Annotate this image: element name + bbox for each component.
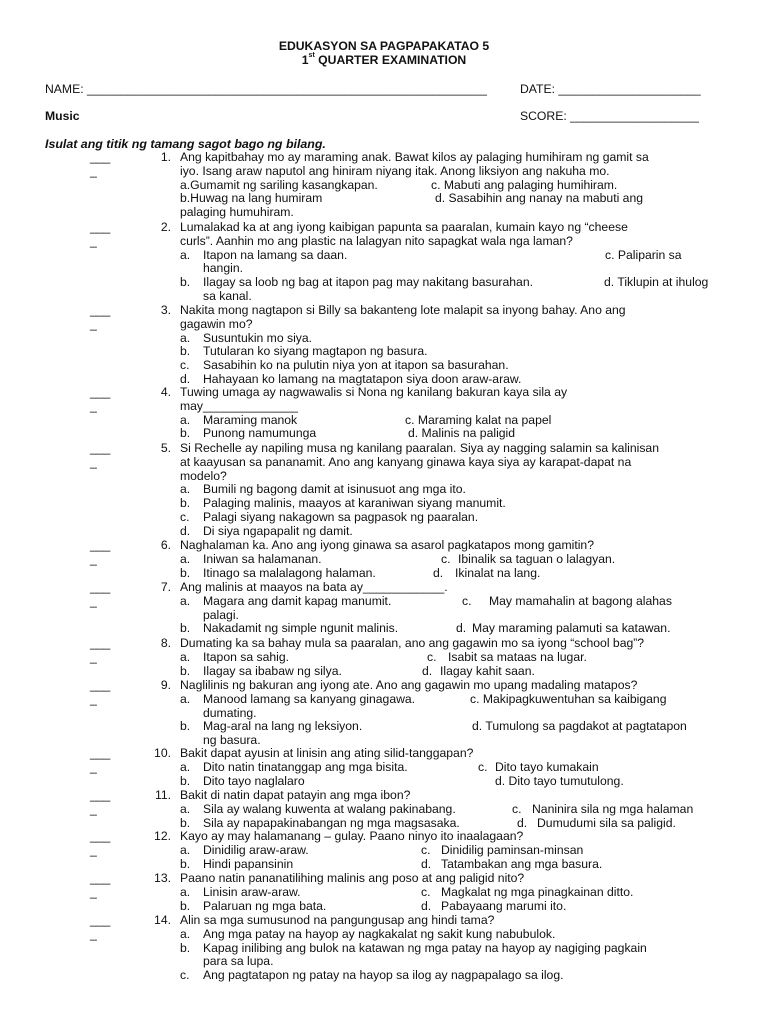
answer-option: d. Tiklupin at ihulog [604,275,709,290]
answer-option: b. [180,856,191,871]
answer-option: May mamahalin at bagong alahas [489,593,672,608]
question-number: 12. [154,829,171,843]
question-text: Tuwing umaga ay nagwawalis si Nona ng kanilang bakuran kaya sila ay [180,385,568,399]
score-field[interactable]: SCORE: ___________________ [520,109,699,123]
answer-option: Maraming manok [203,412,298,427]
answer-option: b. [180,621,191,636]
answer-option: Dito tayo kumakain [495,759,599,774]
answer-option: Dito natin tinatanggap ang mga bisita. [203,759,408,774]
section-label: Music [45,109,80,123]
answer-option: c. [180,510,190,524]
answer-option: Isabit sa mataas na lugar. [448,649,587,664]
answer-option: d. [180,372,191,386]
question-number: 6. [160,538,171,552]
answer-option: d. [456,621,467,636]
answer-option: a. [180,649,191,664]
answer-option: c. Maraming kalat na papel [405,412,552,427]
answer-option: b. [180,773,191,788]
answer-option: Hindi papansinin [203,856,294,871]
answer-option: b. [180,663,191,678]
answer-option: c. Makipagkuwentuhan sa kaibigang [470,691,667,706]
answer-option: c. [441,551,451,566]
answer-option: Ilagay sa ibabaw ng silya. [203,663,342,678]
question-text: Lumalakad ka at ang iyong kaibigan papunta sa paaralan, kumain kayo ng “cheese [180,220,628,234]
answer-option: b. [180,719,191,734]
answer-option: palaging humuhiram. [180,205,294,220]
answer-option: a. [180,842,191,857]
answer-option: b. [180,496,191,511]
answer-option: Iniwan sa halamanan. [203,551,322,566]
question-text: Ang malinis at maayos na bata ay____________. [180,580,448,594]
question-number: 7. [160,580,171,594]
answer-option: d. Tumulong sa pagdakot at pagtatapon [472,719,687,734]
answer-blank[interactable]: ___ _ [90,746,111,774]
answer-option: a. [180,482,191,497]
answer-option: Naninira sila ng mga halaman [532,801,694,816]
answer-option: c. [462,593,472,608]
question-text: Kayo ay may halamanang – gulay. Paano ninyo ito inaalagaan? [180,829,524,843]
answer-option: para sa lupa. [203,954,274,969]
answer-option: Ilagay kahit saan. [440,663,535,678]
answer-option: a. [180,551,191,566]
answer-option: Bumili ng bagong damit at isinusuot ang mga ito. [203,482,466,497]
answer-option: b. [180,344,191,359]
subtitle-ordinal: st [308,52,315,59]
answer-option: Sasabihin ko na pulutin niya yon at itapon sa basurahan. [203,358,509,373]
answer-option: Manood lamang sa kanyang ginagawa. [203,691,416,706]
answer-blank[interactable]: ___ _ [90,829,111,857]
question-number: 9. [160,678,171,692]
answer-blank[interactable]: ___ _ [90,678,111,706]
answer-option: Dinidilig araw-araw. [203,842,309,857]
answer-option: Tutularan ko siyang magtapon ng basura. [203,344,428,359]
answer-option: Palagi siyang nakagown sa pagpasok ng paaralan. [203,510,479,524]
answer-option: d. Malinis na paligid [408,426,516,441]
answer-option: b. [180,815,191,830]
question-text: Dumating ka sa bahay mula sa paaralan, ano ang gagawin mo sa iyong “school bag”? [180,636,645,650]
answer-option: a. [180,330,191,345]
subtitle-number: 1 [301,53,309,67]
answer-option: a. [180,884,191,899]
answer-option: c. [427,649,437,664]
answer-option: c. [180,968,190,983]
answer-option: ng basura. [203,733,261,748]
answer-option: hangin. [203,261,243,276]
answer-option: Ang mga patay na hayop ay nagkakalat ng sakit kung nabubulok. [203,926,556,941]
answer-option: c. [421,884,431,899]
answer-blank[interactable]: ___ _ [90,788,111,816]
question-number: 4. [160,385,171,399]
question-text: at kaayusan sa pananamit. Ano ang kanyang ginawa kaya siya ay karapat-dapat na [180,454,632,469]
answer-option: Susuntukin mo siya. [203,330,313,345]
answer-option: b. [180,940,191,955]
answer-option: Punong namumunga [203,426,317,441]
answer-option: Dinidilig paminsan-minsan [441,842,584,857]
answer-blank[interactable]: ___ _ [90,580,111,608]
answer-option: Palaging malinis, maayos at karaniwan siyang manumit. [203,496,506,511]
answer-option: Magara ang damit kapag manumit. [203,593,392,608]
question-text: gagawin mo? [180,316,253,331]
question-text: Naglilinis ng bakuran ang iyong ate. Ano ang gagawin mo upang madaling matapos? [180,678,638,692]
answer-option: Palaruan ng mga bata. [203,898,327,913]
question-number: 11. [154,788,171,802]
question-text: Naghalaman ka. Ano ang iyong ginawa sa asarol pagkatapos mong gamitin? [180,538,594,552]
answer-option: d. Sasabihin ang nanay na mabuti ang [435,191,644,206]
answer-option: Sila ay napapakinabangan ng mga magsasaka. [203,815,460,830]
date-field[interactable]: DATE: _____________________ [520,82,701,96]
instruction: Isulat ang titik ng tamang sagot bago ng bilang. [45,137,326,151]
answer-blank[interactable]: ___ _ [90,636,111,664]
answer-option: Dumudumi sila sa paligid. [537,815,676,830]
answer-option: d. [433,565,444,580]
answer-option: Ang pagtatapon ng patay na hayop sa ilog ay nagpapalago sa ilog. [203,968,564,983]
exam-title: EDUKASYON SA PAGPAPAKATAO 5 [278,39,490,53]
answer-option: Pabayaang marumi ito. [441,898,567,913]
question-number: 2. [160,220,171,234]
answer-option: a. [180,691,191,706]
question-text: Si Rechelle ay napiling musa ng kanilang paaralan. Siya ay nagging salamin sa kalinisan [180,441,659,455]
question-text: Nakita mong nagtapon si Billy sa bakanteng lote malapit sa inyong bahay. Ano ang [180,303,626,317]
question-number: 3. [160,303,171,317]
question-text: Ang kapitbahay mo ay maraming anak. Bawat kilos ay palaging humihiram ng gamit sa [180,150,649,164]
answer-option: Sila ay walang kuwenta at walang pakinabang. [203,801,456,816]
answer-blank[interactable]: ___ _ [90,220,111,248]
question-number: 5. [160,441,171,455]
answer-option: d. Dito tayo tumutulong. [495,773,624,788]
question-text: curls”. Aanhin mo ang plastic na lalagyan nito sapagkat wala nga laman? [180,233,573,248]
answer-option: a. [180,593,191,608]
answer-option: Itinago sa malalagong halaman. [203,565,376,580]
answer-option: Ibinalik sa taguan o lalagyan. [458,551,616,566]
answer-blank[interactable]: ___ _ [90,150,111,178]
answer-option: c. Mabuti ang palaging humihiram. [431,177,618,192]
answer-option: c. [512,801,522,816]
question-text: Paano natin pananatilihing malinis ang poso at ang paligid nito? [180,871,525,885]
answer-blank[interactable]: ___ _ [90,871,111,899]
answer-option: Ilagay sa loob ng bag at itapon pag may nakitang basurahan. [203,275,533,290]
subtitle-text: QUARTER EXAMINATION [314,53,467,67]
answer-option: Nakadamit ng simple ngunit malinis. [203,621,399,636]
answer-option: Ikinalat na lang. [455,565,541,580]
answer-option: b. [180,565,191,580]
answer-option: a. [180,926,191,941]
answer-option: b. [180,426,191,441]
answer-option: c. [478,759,488,774]
answer-option: Linisin araw-araw. [203,884,301,899]
answer-option: d. [421,898,432,913]
answer-option: palagi. [203,607,239,622]
answer-blank[interactable]: ___ _ [90,385,111,413]
answer-option: b.Huwag na lang humiram [180,191,323,206]
question-text: iyo. Isang araw naputol ang hiniram niyang itak. Anong liksiyon ang nakuha mo. [180,163,610,178]
answer-option: d. [517,815,528,830]
answer-option: a. [180,759,191,774]
answer-option: Hahayaan ko lamang na magtatapon siya doon araw-araw. [203,372,522,386]
answer-option: d. [180,523,191,538]
answer-option: dumating. [203,705,257,720]
answer-option: Itapon na lamang sa daan. [203,247,348,262]
answer-blank[interactable]: ___ _ [90,441,111,469]
answer-option: a.Gumamit ng sariling kasangkapan. [180,177,378,192]
answer-option: sa kanal. [203,289,252,303]
question-number: 13. [154,871,171,885]
answer-option: Kapag inilibing ang bulok na katawan ng mga patay na hayop ay nagiging pagkain [203,940,647,955]
answer-option: Itapon sa sahig. [203,649,290,664]
answer-option: Dito tayo naglalaro [203,773,305,788]
answer-option: d. [422,663,433,678]
answer-option: Tatambakan ang mga basura. [441,856,603,871]
answer-option: a. [180,801,191,816]
question-text: may______________ [180,398,298,413]
question-number: 10. [154,746,171,760]
answer-blank[interactable]: ___ _ [90,538,111,566]
question-text: Bakit dapat ayusin at linisin ang ating silid-tanggapan? [180,746,474,760]
answer-option: c. Paliparin sa [605,247,682,262]
answer-option: d. [421,856,432,871]
answer-option: Mag-aral na lang ng leksiyon. [203,719,363,734]
answer-option: b. [180,898,191,913]
question-number: 14. [154,913,171,927]
question-number: 8. [160,636,171,650]
answer-option: b. [180,275,191,290]
question-text: Alin sa mga sumusunod na pangungusap ang hindi tama? [180,913,495,927]
question-text: modelo? [180,468,227,483]
answer-blank[interactable]: ___ _ [90,913,111,941]
question-number: 1. [160,150,171,164]
answer-option: c. [421,842,431,857]
answer-option: Di siya ngapapalit ng damit. [203,523,353,538]
question-text: Bakit di natin dapat patayin ang mga ibon? [180,788,411,802]
name-field[interactable]: NAME: ___________________________________________________________ [45,82,487,96]
answer-option: Magkalat ng mga pinagkainan ditto. [441,884,634,899]
answer-blank[interactable]: ___ _ [90,303,111,331]
answer-option: c. [180,358,190,373]
answer-option: a. [180,412,191,427]
exam-subtitle [0,53,768,67]
answer-option: May maraming palamuti sa katawan. [472,621,671,636]
answer-option: a. [180,247,191,262]
